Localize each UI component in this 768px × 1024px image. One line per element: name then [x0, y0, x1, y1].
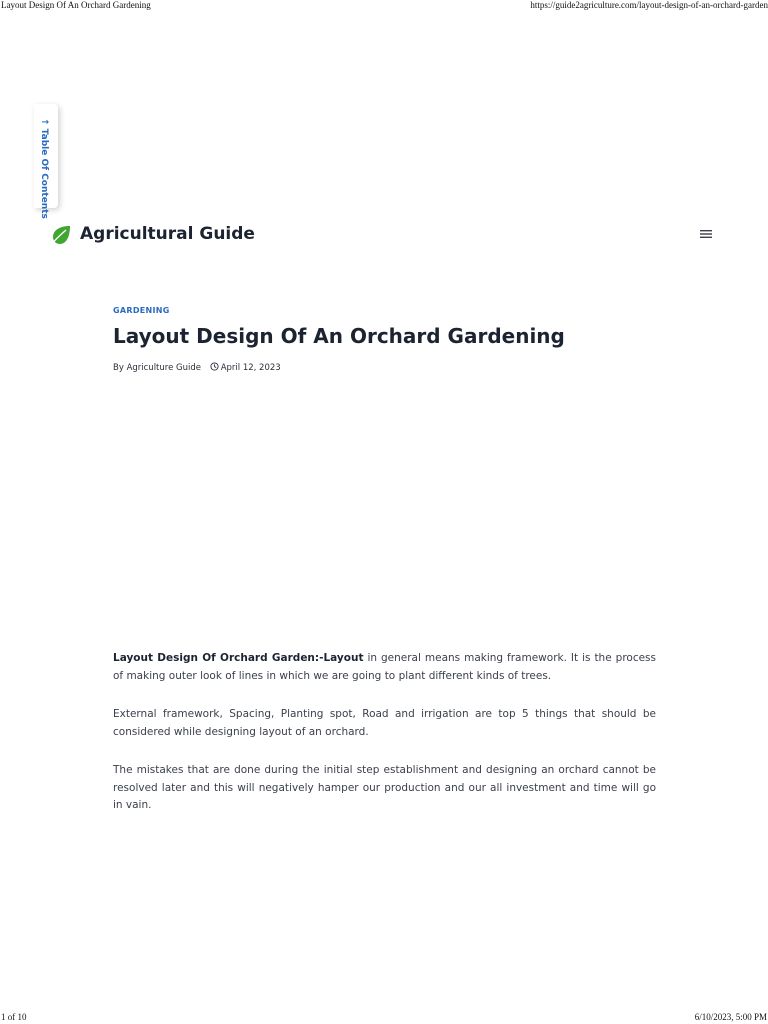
paragraph: [113, 650, 656, 685]
table-of-contents-label: ↑ Table Of Contents: [39, 118, 49, 219]
site-title[interactable]: Agricultural Guide: [80, 224, 255, 244]
print-header-title: Layout Design Of An Orchard Gardening: [1, 0, 151, 10]
clock-icon: [210, 362, 219, 371]
site-header: [50, 222, 720, 248]
post-date: [210, 362, 281, 373]
post-date-text: April 12, 2023: [220, 363, 281, 373]
post-meta: [113, 362, 281, 373]
paragraph-lead: Layout Design Of Orchard Garden:-Layout: [113, 652, 364, 664]
page-number: 1 of 10: [1, 1012, 27, 1022]
page-title: Layout Design Of An Orchard Gardening: [113, 324, 565, 348]
paragraph-text: The mistakes that are done during the initial step establishment and designing an orchard cannot be resolved later and this will negatively hamper our production and our all investment and time will go in vain.: [113, 764, 656, 811]
category-link[interactable]: GARDENING: [113, 306, 170, 315]
print-footer: [0, 1012, 768, 1024]
paragraph-text: External framework, Spacing, Planting spot, Road and irrigation are top 5 things that should be considered while designing layout of an orchard.: [113, 708, 656, 738]
print-header-url: https://guide2agriculture.com/layout-design-of-an-orchard-garden: [530, 0, 768, 10]
author-link[interactable]: By Agriculture Guide: [113, 363, 201, 373]
article-content: [113, 650, 656, 836]
table-of-contents-tab[interactable]: [34, 104, 58, 219]
print-header: [0, 0, 768, 12]
paragraph-text: in general means making framework. It is the process of making outer look of lines in which we are going to plant different kinds of trees.: [113, 652, 656, 682]
leaf-icon[interactable]: [50, 224, 72, 246]
hamburger-menu-icon[interactable]: [700, 228, 712, 240]
paragraph: [113, 706, 656, 741]
paragraph: [113, 762, 656, 815]
print-datetime: 6/10/2023, 5:00 PM: [694, 1012, 767, 1022]
